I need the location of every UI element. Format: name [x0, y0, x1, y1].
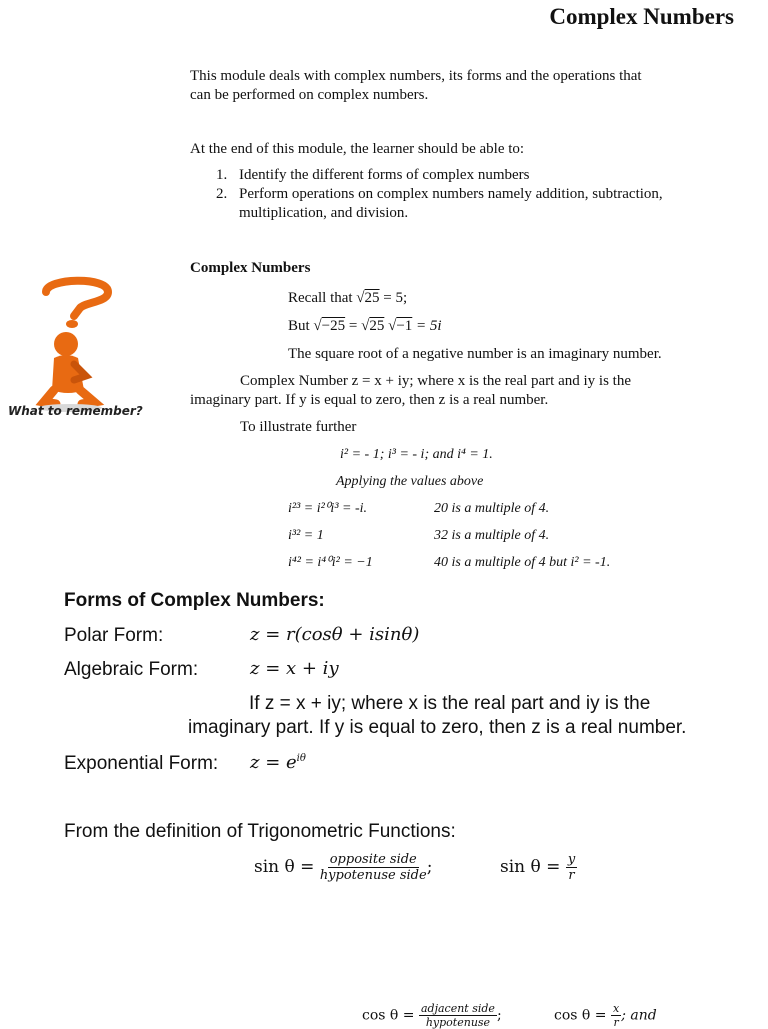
fraction-denominator: r	[613, 1016, 619, 1029]
example-note: 20 is a multiple of 4.	[434, 501, 550, 516]
forms-heading: Forms of Complex Numbers:	[64, 590, 325, 611]
objective-number: 1.	[216, 167, 228, 183]
exp-power: iθ	[296, 753, 306, 764]
but-text: = √	[345, 318, 370, 334]
sine-ratio	[500, 852, 577, 883]
sine-fraction	[566, 852, 577, 883]
example-lhs: i⁴² = i⁴⁰i² = −1	[288, 555, 373, 570]
cosine-lhs: cos θ =	[554, 1007, 607, 1024]
fraction-denominator: r	[568, 868, 575, 883]
radicand: 25	[369, 318, 385, 334]
intro-line: can be performed on complex numbers.	[190, 87, 429, 103]
page-title: Complex Numbers	[549, 4, 734, 29]
cosine-definition	[362, 1002, 502, 1029]
exp-base: z = e	[250, 752, 297, 773]
algebraic-form-label: Algebraic Form:	[64, 659, 199, 680]
but-text: = 5i	[412, 318, 442, 334]
thinking-mascot-illustration	[8, 272, 143, 432]
complex-definition: Complex Number z = x + iy; where x is the real part and iy is the	[240, 373, 631, 389]
fraction-numerator: adjacent side	[420, 1002, 495, 1015]
intro-line: This module deals with complex numbers, its forms and the operations that	[190, 68, 642, 84]
separator: ;	[496, 1007, 502, 1024]
cosine-lhs: cos θ =	[362, 1007, 415, 1024]
objective-number: 2.	[216, 186, 228, 202]
cosine-ratio	[554, 1002, 657, 1029]
example-note: 40 is a multiple of 4 but i² = -1.	[434, 555, 611, 570]
cosine-fraction	[419, 1002, 497, 1029]
algebraic-form-equation: z = x + iy	[250, 658, 339, 679]
objective-item: Perform operations on complex numbers namely addition, subtraction,	[239, 186, 663, 202]
radicand: −1	[396, 318, 413, 334]
exponential-form-equation	[250, 752, 306, 773]
cosine-fraction	[611, 1002, 621, 1029]
objectives-lead: At the end of this module, the learner should be able to:	[190, 141, 525, 157]
polar-form-equation: z = r(cosθ + isinθ)	[250, 624, 420, 645]
recall-line	[288, 289, 407, 308]
sine-definition	[254, 852, 432, 883]
example-note: 32 is a multiple of 4.	[434, 528, 550, 543]
mascot-caption: What to remember?	[8, 404, 143, 418]
powers-of-i: i² = - 1; i³ = - i; and i⁴ = 1.	[340, 447, 493, 462]
exponential-form-label: Exponential Form:	[64, 753, 219, 774]
fraction-numerator: y	[567, 852, 576, 867]
algebraic-note: imaginary part. If y is equal to zero, then z is a real number.	[188, 717, 687, 738]
sine-lhs: sin θ =	[254, 857, 315, 877]
fraction-numerator: opposite side	[329, 852, 417, 867]
example-lhs: i²³ = i²⁰i³ = -i.	[288, 501, 368, 516]
radicand: 25	[364, 290, 380, 306]
radicand: −25	[321, 318, 346, 334]
sqrt-statement: The square root of a negative number is an imaginary number.	[288, 346, 662, 362]
cosine-tail: ; and	[621, 1007, 657, 1024]
fraction-denominator: hypotenuse	[425, 1016, 491, 1029]
separator: ;	[426, 857, 433, 877]
but-text: √	[384, 318, 397, 334]
but-line	[288, 317, 442, 336]
recall-text: = 5;	[379, 290, 408, 306]
trig-heading: From the definition of Trigonometric Functions:	[64, 821, 456, 842]
algebraic-note: If z = x + iy; where x is the real part and iy is the	[249, 693, 651, 714]
polar-form-label: Polar Form:	[64, 625, 164, 646]
but-text: But √	[288, 318, 322, 334]
recall-text: Recall that √	[288, 290, 365, 306]
illustrate-text: To illustrate further	[240, 419, 357, 435]
objective-item: multiplication, and division.	[239, 205, 409, 221]
sine-lhs: sin θ =	[500, 857, 561, 877]
complex-definition: imaginary part. If y is equal to zero, then z is a real number.	[190, 392, 549, 408]
fraction-numerator: x	[612, 1002, 620, 1015]
applying-text: Applying the values above	[336, 474, 484, 489]
section-heading: Complex Numbers	[190, 260, 311, 276]
example-lhs: i³² = 1	[288, 528, 324, 543]
fraction-denominator: hypotenuse side	[319, 868, 427, 883]
sine-fraction	[320, 852, 427, 883]
objective-item: Identify the different forms of complex numbers	[239, 167, 530, 183]
